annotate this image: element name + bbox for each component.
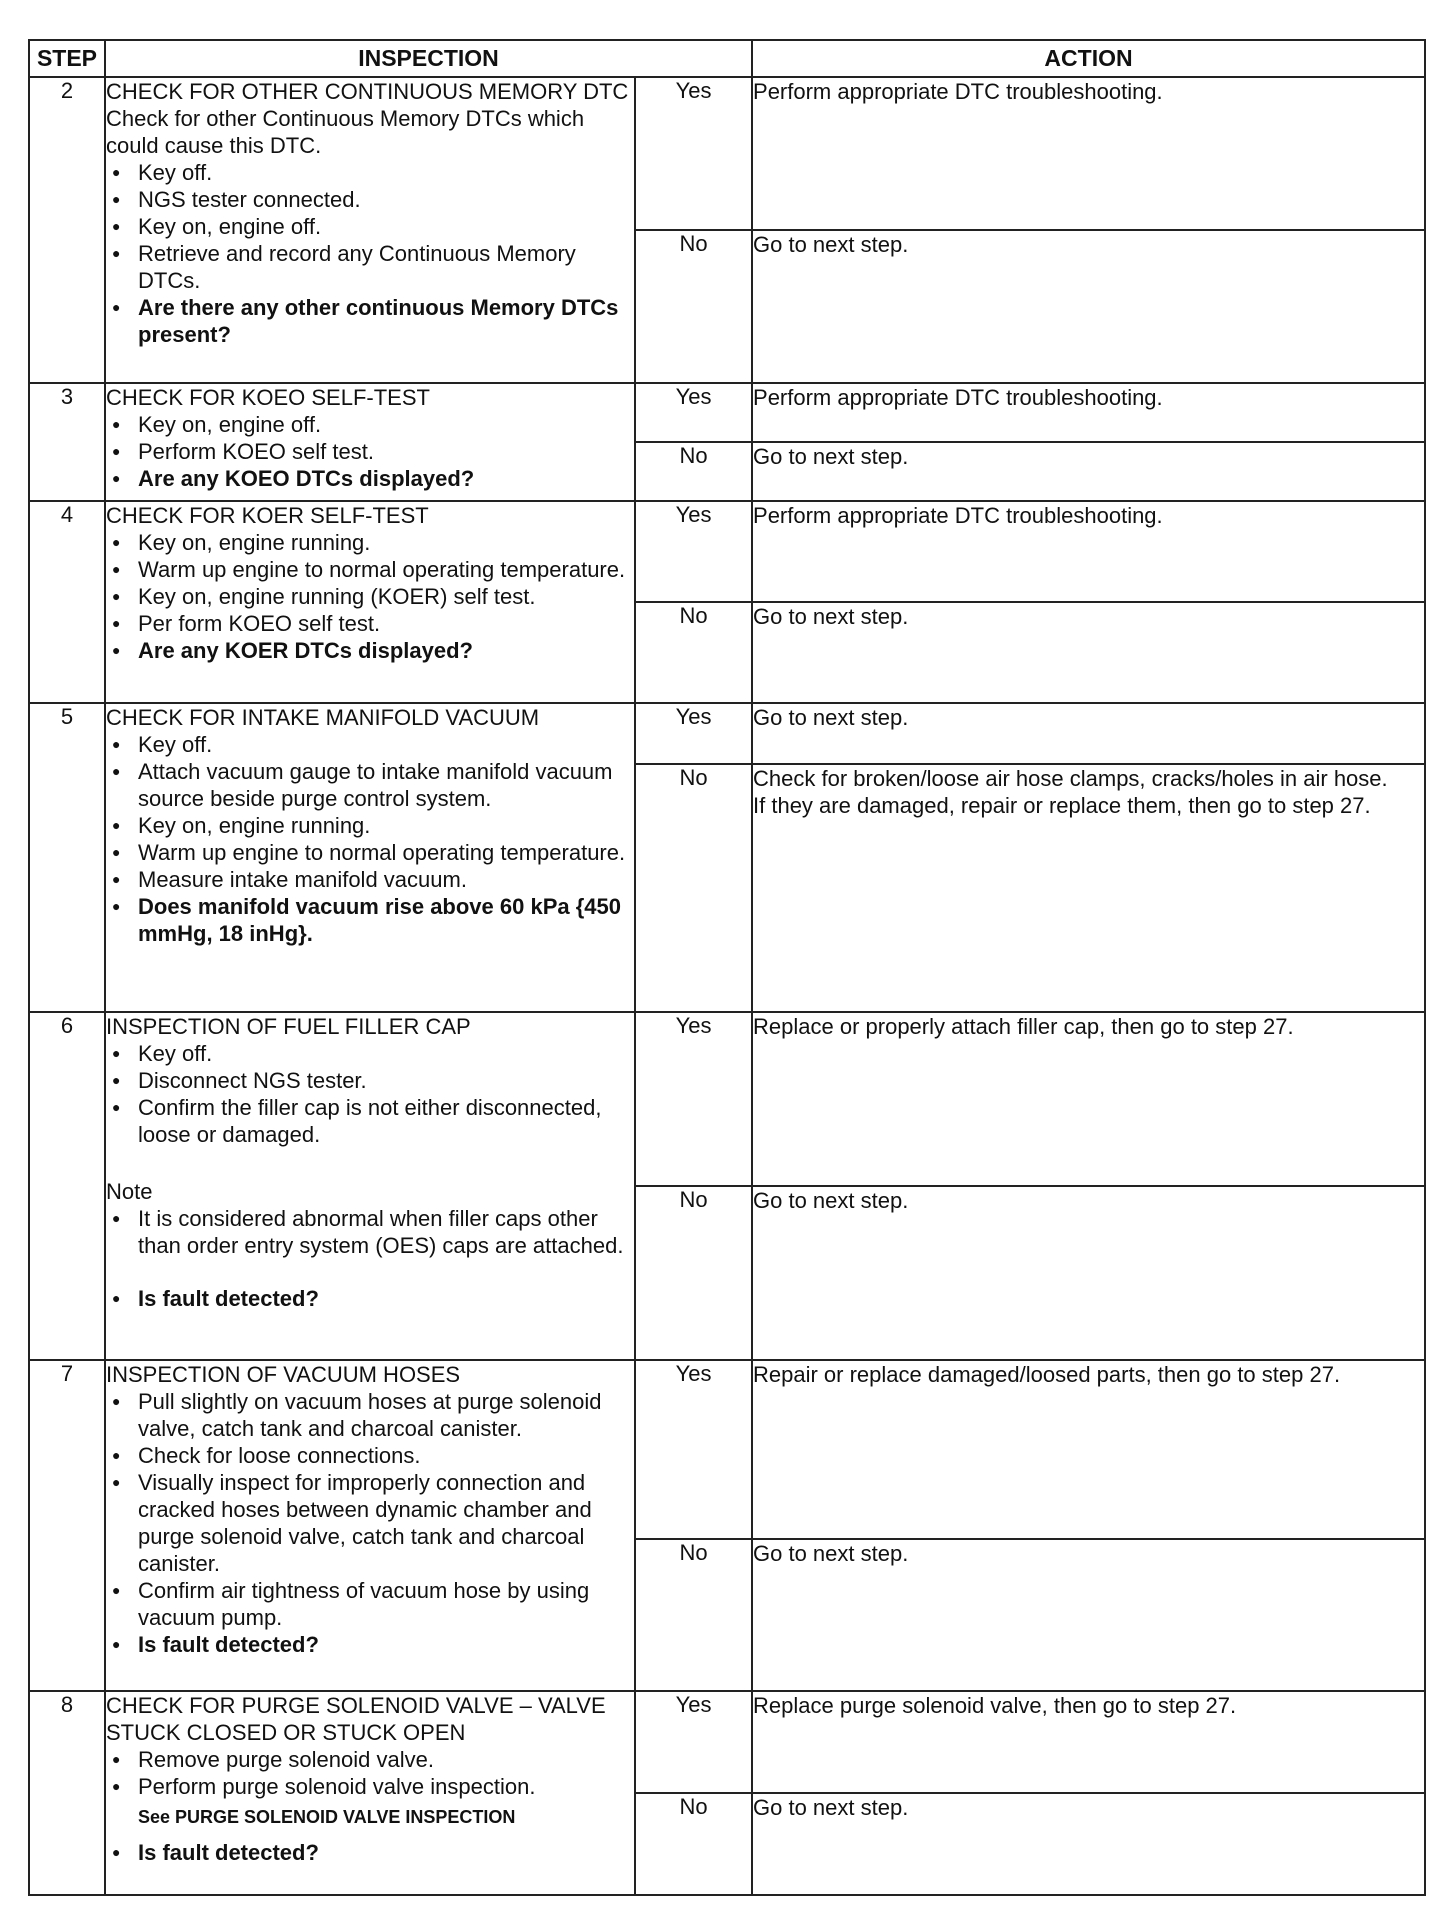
list-item: ● Disconnect NGS tester.	[106, 1067, 634, 1094]
inspection-question: ● Is fault detected?	[106, 1631, 634, 1658]
yes-action: Replace purge solenoid valve, then go to step 27.	[752, 1691, 1425, 1793]
step-number: 6	[29, 1012, 105, 1360]
inspection-heading: CHECK FOR INTAKE MANIFOLD VACUUM	[106, 705, 540, 730]
list-item: ● Key on, engine running (KOER) self test.	[106, 583, 634, 610]
list-item: ● Key on, engine running.	[106, 812, 634, 839]
inspection-question: ● Are any KOER DTCs displayed?	[106, 637, 634, 664]
list-item: ● Warm up engine to normal operating temperature.	[106, 839, 634, 866]
note-label: Note	[106, 1179, 153, 1204]
list-item: ● Perform KOEO self test.	[106, 438, 634, 465]
step-number: 3	[29, 383, 105, 501]
step-header: STEP	[29, 40, 105, 77]
no-action: Go to next step.	[752, 230, 1425, 383]
inspection-steps	[106, 1746, 634, 1800]
inspection-cell	[105, 1691, 635, 1895]
yes-action: Repair or replace damaged/loosed parts, then go to step 27.	[752, 1360, 1425, 1539]
no-label: No	[635, 230, 752, 383]
inspection-heading: CHECK FOR KOER SELF-TEST	[106, 503, 429, 528]
no-label: No	[635, 442, 752, 501]
no-action: Go to next step.	[752, 1186, 1425, 1360]
step-number: 7	[29, 1360, 105, 1691]
no-action: Go to next step.	[752, 602, 1425, 703]
no-label: No	[635, 1186, 752, 1360]
no-label: No	[635, 764, 752, 1012]
yes-label: Yes	[635, 77, 752, 230]
action-header: ACTION	[752, 40, 1425, 77]
yes-action: Replace or properly attach filler cap, then go to step 27.	[752, 1012, 1425, 1186]
table-row	[29, 1012, 1425, 1186]
list-item: ● NGS tester connected.	[106, 186, 634, 213]
inspection-heading: INSPECTION OF FUEL FILLER CAP	[106, 1014, 471, 1039]
inspection-cell	[105, 77, 635, 383]
header-row	[29, 40, 1425, 77]
step-number: 5	[29, 703, 105, 1012]
note-item: ● It is considered abnormal when filler caps other than order entry system (OES) caps are attached.	[106, 1205, 634, 1259]
yes-label: Yes	[635, 703, 752, 764]
inspection-heading: CHECK FOR PURGE SOLENOID VALVE – VALVE STUCK CLOSED OR STUCK OPEN	[106, 1693, 606, 1745]
inspection-cell	[105, 1360, 635, 1691]
list-item: ● Check for loose connections.	[106, 1442, 634, 1469]
inspection-cell	[105, 501, 635, 703]
list-item: ● Key on, engine off.	[106, 411, 634, 438]
list-item: ● Key off.	[106, 1040, 634, 1067]
list-item: ● Warm up engine to normal operating temperature.	[106, 556, 634, 583]
inspection-steps	[106, 159, 634, 348]
list-item: ● Retrieve and record any Continuous Memory DTCs.	[106, 240, 634, 294]
table-row	[29, 1691, 1425, 1793]
yes-action: Perform appropriate DTC troubleshooting.	[752, 501, 1425, 602]
inspection-question: ● Does manifold vacuum rise above 60 kPa {450 mmHg, 18 inHg}.	[106, 893, 634, 947]
list-item: ● Remove purge solenoid valve.	[106, 1746, 634, 1773]
question-list	[106, 1839, 634, 1866]
list-item: ● Pull slightly on vacuum hoses at purge solenoid valve, catch tank and charcoal canister.	[106, 1388, 634, 1442]
table-row	[29, 501, 1425, 602]
inspection-steps	[106, 1388, 634, 1658]
list-item: ● Visually inspect for improperly connection and cracked hoses between dynamic chamber and purge solenoid valve, catch tank and charcoal canister.	[106, 1469, 634, 1577]
table-row	[29, 383, 1425, 442]
inspection-heading: CHECK FOR KOEO SELF-TEST	[106, 385, 430, 410]
troubleshooting-table	[28, 39, 1426, 1896]
list-item: ● Perform purge solenoid valve inspection.	[106, 1773, 634, 1800]
yes-label: Yes	[635, 1691, 752, 1793]
list-item: ● Key off.	[106, 159, 634, 186]
inspection-question: ● Are any KOEO DTCs displayed?	[106, 465, 634, 492]
table-row	[29, 703, 1425, 764]
note-list	[106, 1205, 634, 1259]
table-row	[29, 1360, 1425, 1539]
no-action	[752, 764, 1425, 1012]
inspection-question: ● Is fault detected?	[106, 1839, 634, 1866]
no-label: No	[635, 1793, 752, 1895]
step-number: 4	[29, 501, 105, 703]
yes-action: Perform appropriate DTC troubleshooting.	[752, 383, 1425, 442]
inspection-cell	[105, 703, 635, 1012]
yes-label: Yes	[635, 1360, 752, 1539]
inspection-heading: INSPECTION OF VACUUM HOSES	[106, 1362, 461, 1387]
inspection-steps	[106, 411, 634, 492]
table-row	[29, 77, 1425, 230]
inspection-cell	[105, 383, 635, 501]
list-item: ● Confirm air tightness of vacuum hose by using vacuum pump.	[106, 1577, 634, 1631]
list-item: ● Key off.	[106, 731, 634, 758]
no-action: Go to next step.	[752, 1793, 1425, 1895]
inspection-steps	[106, 529, 634, 664]
step-number: 8	[29, 1691, 105, 1895]
inspection-question: ● Are there any other continuous Memory DTCs present?	[106, 294, 634, 348]
step-number: 2	[29, 77, 105, 383]
inspection-question: ● Is fault detected?	[106, 1285, 634, 1312]
inspection-intro: Check for other Continuous Memory DTCs which could cause this DTC.	[106, 106, 585, 158]
no-label: No	[635, 1539, 752, 1691]
list-item: ● Key on, engine off.	[106, 213, 634, 240]
list-item: ● Confirm the filler cap is not either disconnected, loose or damaged.	[106, 1094, 634, 1148]
no-action-line: If they are damaged, repair or replace them, then go to step 27.	[753, 793, 1371, 818]
no-label: No	[635, 602, 752, 703]
see-reference: See PURGE SOLENOID VALVE INSPECTION	[138, 1807, 516, 1827]
inspection-header: INSPECTION	[105, 40, 752, 77]
inspection-cell	[105, 1012, 635, 1360]
yes-action: Perform appropriate DTC troubleshooting.	[752, 77, 1425, 230]
no-action: Go to next step.	[752, 1539, 1425, 1691]
yes-label: Yes	[635, 501, 752, 602]
yes-action: Go to next step.	[752, 703, 1425, 764]
question-list	[106, 1285, 634, 1312]
inspection-heading: CHECK FOR OTHER CONTINUOUS MEMORY DTC	[106, 79, 629, 104]
list-item: ● Measure intake manifold vacuum.	[106, 866, 634, 893]
list-item: ● Per form KOEO self test.	[106, 610, 634, 637]
no-action: Go to next step.	[752, 442, 1425, 501]
list-item: ● Attach vacuum gauge to intake manifold vacuum source beside purge control system.	[106, 758, 634, 812]
inspection-steps	[106, 731, 634, 947]
list-item: ● Key on, engine running.	[106, 529, 634, 556]
inspection-steps	[106, 1040, 634, 1148]
yes-label: Yes	[635, 1012, 752, 1186]
yes-label: Yes	[635, 383, 752, 442]
no-action-line: Check for broken/loose air hose clamps, cracks/holes in air hose.	[753, 766, 1388, 791]
